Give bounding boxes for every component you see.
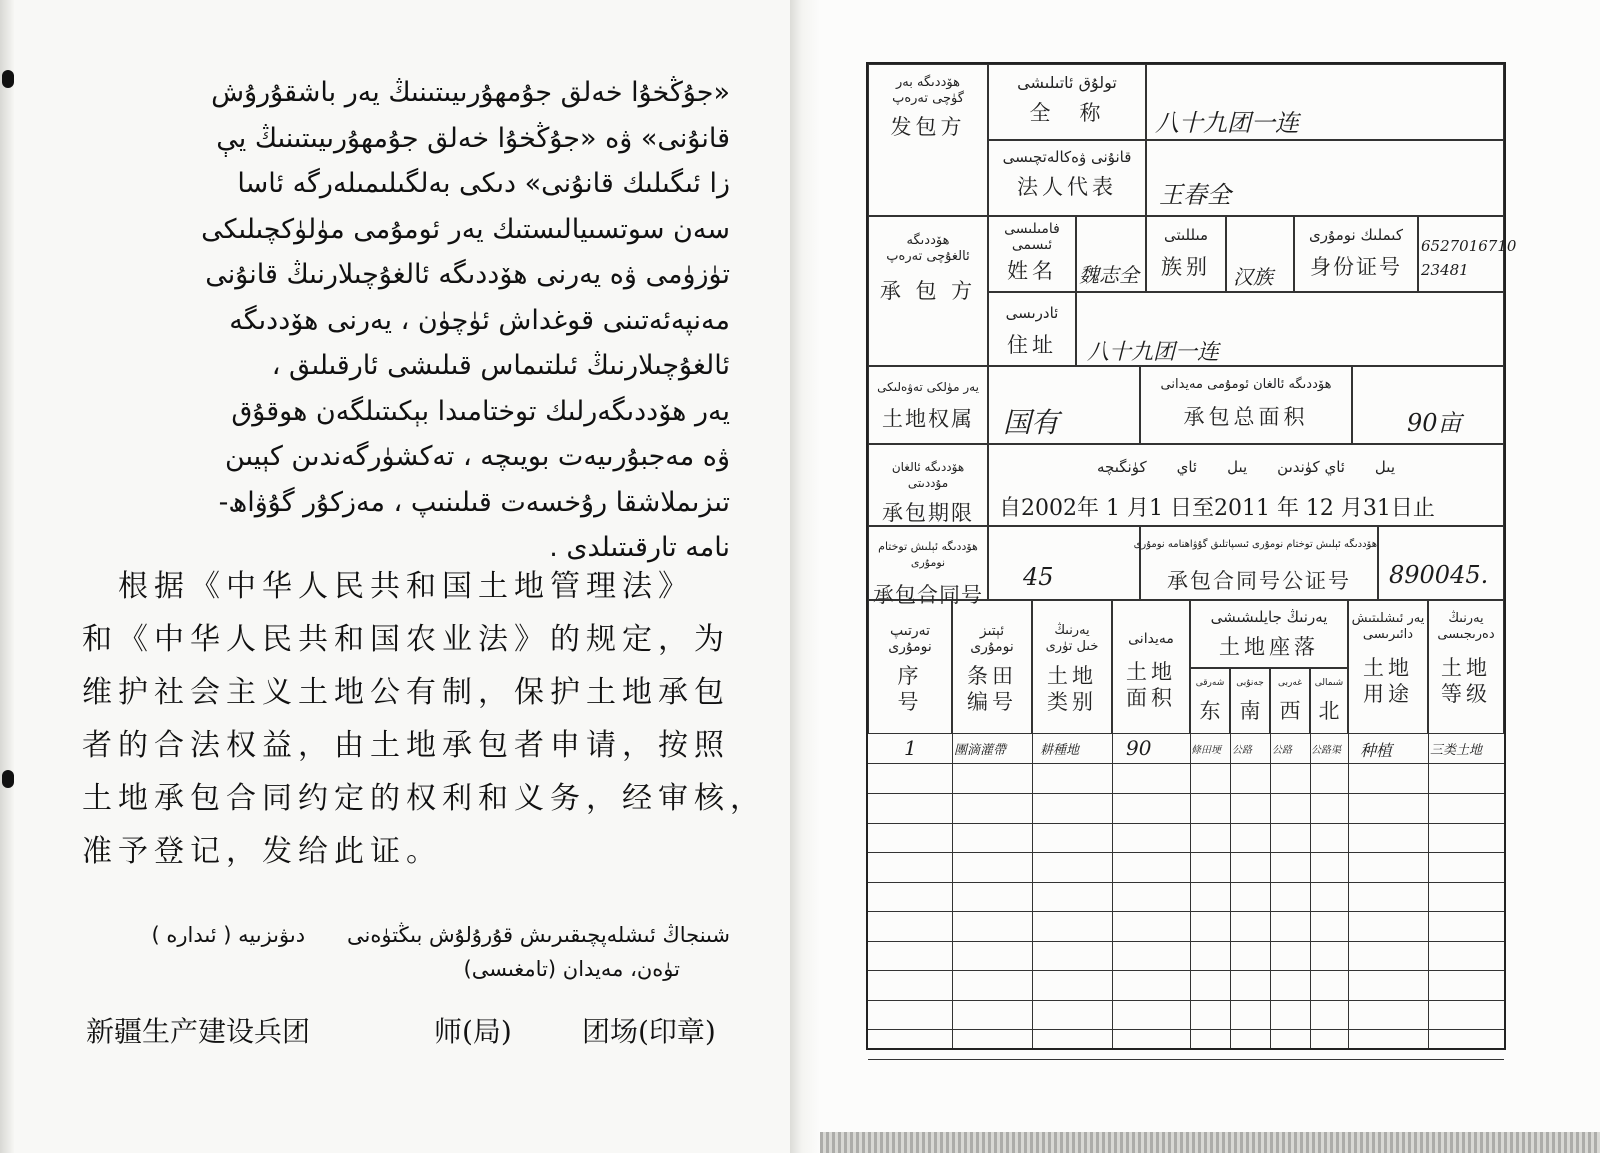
cell-north: 公路渠 — [1311, 745, 1341, 756]
table-col-line — [1112, 734, 1113, 1048]
text-line: 土地承包合同约定的权利和义务，经审核， — [82, 781, 766, 816]
contractor-label-uy: ھۆددىگە ئالغۇچى تەرەپ — [886, 233, 970, 264]
col-header-cn: 土地座落 — [1219, 635, 1319, 659]
col-header-cn: 条田 编号 — [967, 664, 1017, 714]
issuer-division: 师(局) — [434, 1015, 512, 1048]
direction-cn: 北 — [1318, 699, 1340, 723]
text-line: يەر ھۆددىگەرلىك توختامىدا بېكىتىلگەن ھوقۇق — [231, 395, 730, 427]
col-header-uy: يەرنىڭ جايلىشىشى — [1210, 608, 1328, 626]
table-col-line — [1428, 734, 1429, 1048]
notary-value: 890045. — [1389, 561, 1489, 589]
fullname-value-cell — [1146, 64, 1504, 140]
text-line: 和《中华人民共和国农业法》的规定，为 — [82, 622, 730, 657]
address-value-cell — [1076, 292, 1504, 366]
text-line: ۋە مەجبۇرىيەت بويىچە ، تەكشۈرگەندىن كېيىن — [224, 441, 730, 472]
col-header-grade — [1428, 600, 1504, 734]
book-gutter — [790, 0, 820, 1153]
fullname-label-uy: تولۇق ئاتىلىشى — [1017, 73, 1117, 92]
address-value: 八十九团一连 — [1087, 340, 1220, 365]
col-header-cn: 土地 类别 — [1047, 664, 1097, 714]
cell-land-type: 耕種地 — [1040, 743, 1080, 758]
ethnic-value-cell — [1226, 216, 1294, 292]
table-row-line — [868, 823, 1504, 824]
name-label-uy: فامىلىسى ئىسمى — [1004, 221, 1060, 253]
col-header-area — [1112, 600, 1190, 734]
left-binding-edge — [0, 0, 14, 1153]
table-col-line — [1190, 734, 1191, 1048]
direction-cn: 西 — [1279, 699, 1301, 723]
legal-rep-label-cn: 法人代表 — [1017, 175, 1117, 199]
col-header-south — [1230, 668, 1270, 734]
text-line: تىزىملاشقا رۇخسەت قىلىنىپ ، مەزكۇر گۇۋاھ- — [218, 486, 730, 518]
text-line: مەنپەئەتىنى قوغداش ئۈچۈن ، يەرنى ھۆددىگە — [229, 304, 730, 336]
col-header-cn: 土地 面积 — [1126, 660, 1176, 710]
table-col-line — [952, 734, 953, 1048]
issuer-org: 新疆生产建设兵团 — [86, 1015, 311, 1048]
ownership-label-cn: 土地权属 — [882, 407, 974, 431]
ethnic-label-uy: مىللىتى — [1163, 226, 1209, 244]
total-area-label-cell — [1140, 366, 1352, 444]
cell-east: 條田埂 — [1191, 745, 1221, 756]
text-line: شىنجاڭ ئىشلەپچىقىرىش قۇرۇلۇش بىڭتۈەنى دىۋىزىيە ( ئىدارە ) — [151, 923, 730, 947]
text-line: 根据《中华人民共和国土地管理法》 — [82, 569, 694, 604]
table-row-line — [868, 911, 1504, 912]
id-label-uy: كىملىك نومۇرى — [1309, 226, 1403, 244]
notary-label-uy: ھۆددىگە ئېلىش توختام نومۇرى ئىسپاتلىق گۇۋاھنامە نومۇرى — [1133, 539, 1377, 550]
total-area-label-uy: ھۆددىگە ئالغان ئومۇمى مەيدانى — [1160, 377, 1332, 392]
name-value: 魏志全 — [1079, 263, 1139, 287]
ethnic-label-cell — [1146, 216, 1226, 292]
table-row-line — [868, 1029, 1504, 1030]
text-line: سەن سوتسىيالىستىك يەر ئومۇمى مۈلۈكچىلىكى — [201, 213, 730, 245]
contractor-label-cell — [868, 216, 988, 366]
col-header-land-type — [1032, 600, 1112, 734]
table-row-line — [868, 852, 1504, 853]
table-col-line — [1032, 734, 1033, 1048]
ethnic-value: 汉族 — [1233, 265, 1273, 289]
legal-rep-value: 王春全 — [1159, 181, 1231, 209]
contract-number-value: 45 — [1023, 563, 1054, 591]
total-area-label-cn: 承包总面积 — [1183, 405, 1309, 429]
id-value-cell — [1418, 216, 1517, 292]
table-col-line — [1348, 734, 1349, 1048]
table-col-line — [1270, 734, 1271, 1048]
total-area-value-cell — [1352, 366, 1504, 444]
address-label-cn: 住址 — [1007, 333, 1057, 357]
punch-mark — [2, 770, 14, 788]
name-label-cn: 姓名 — [1007, 259, 1057, 283]
table-row-line — [868, 1059, 1504, 1060]
notary-label-cell — [1133, 526, 1378, 600]
period-header-uy: يىل ئاي كۈندىن يىل ئاي كۈنگىچە — [1097, 458, 1395, 476]
fullname-label-cn: 全 称 — [1029, 101, 1105, 125]
direction-cn: 东 — [1199, 699, 1221, 723]
cell-area: 90 — [1126, 736, 1152, 760]
col-header-north — [1310, 668, 1348, 734]
cell-grade: 三类土地 — [1430, 743, 1483, 758]
direction-uy: غەربى — [1278, 678, 1302, 688]
table-row-line — [868, 941, 1504, 942]
notary-value-cell — [1378, 526, 1504, 600]
contract-number-value-cell — [988, 526, 1140, 600]
fullname-value: 八十九团一连 — [1155, 109, 1299, 137]
col-header-cn: 序 号 — [897, 664, 923, 714]
contract-number-label-cell — [868, 526, 988, 607]
direction-uy: شىمالى — [1314, 678, 1344, 688]
text-line: زا ئىگىلىك قانۇنى» دىكى بەلگىلىمىلەرگە ئاسا — [237, 168, 730, 199]
ethnic-label-cn: 族别 — [1161, 255, 1211, 279]
address-label-uy: ئادرىسى — [1005, 304, 1059, 322]
table-body-grid — [868, 734, 1504, 1048]
contractor-label-cn: 承 包 方 — [879, 279, 977, 303]
uyghur-paragraph — [80, 70, 730, 571]
col-header-uy: يەر ئىشلىتىش دائىرىسى — [1351, 611, 1425, 642]
ownership-label-cell — [868, 366, 988, 444]
text-line: نامە تارقىتىلدى . — [549, 532, 730, 563]
ownership-value: 国有 — [1003, 406, 1060, 439]
table-row-line — [868, 763, 1504, 764]
text-line: ئالغۇچىلارنىڭ ئىلتىماس قىلىشى ئارقىلىق ، — [271, 350, 730, 381]
col-header-uy: مەيدانى — [1128, 631, 1174, 647]
name-value-cell — [1076, 216, 1146, 292]
col-header-cn: 土地 等级 — [1441, 656, 1491, 706]
name-label-cell — [988, 216, 1076, 292]
direction-uy: شەرقى — [1195, 678, 1225, 688]
issuer-label-cell — [868, 64, 988, 216]
table-col-line — [1230, 734, 1231, 1048]
col-header-east — [1190, 668, 1230, 734]
col-header-uy: يەرنىڭ خىل تۈرى — [1045, 623, 1099, 654]
period-label-cn: 承包期限 — [882, 501, 974, 525]
contract-number-label-cn: 承包合同号 — [873, 583, 983, 607]
table-row-line — [868, 1000, 1504, 1001]
col-header-west — [1270, 668, 1310, 734]
uyghur-issuer-footer — [80, 918, 730, 986]
id-value-part2: 23481 — [1421, 261, 1469, 279]
col-header-cn: 土地 用途 — [1363, 656, 1413, 706]
cell-west: 公路 — [1272, 745, 1292, 756]
table-row-line — [868, 793, 1504, 794]
table-row-line — [868, 970, 1504, 971]
period-label-uy: ھۆددىگە ئالغان مۇددىتى — [891, 460, 965, 490]
issuer-label-uy: ھۆددىگە بەر گۈچى تەرەپ — [892, 75, 964, 106]
cell-usage: 种植 — [1360, 741, 1393, 760]
id-value-part1: 6527016710 — [1421, 237, 1517, 255]
col-header-uy: يەرنىڭ دەرىجىسى — [1437, 611, 1495, 642]
cell-field-no: 團滴灌帶 — [954, 743, 1007, 758]
fullname-label-cell — [988, 64, 1146, 140]
total-area-value: 90亩 — [1407, 409, 1462, 437]
direction-uy: جەنۇبى — [1236, 678, 1264, 688]
col-header-uy: ئېتىز نومۇرى — [970, 623, 1014, 655]
table-row-line — [868, 882, 1504, 883]
text-line: قانۇنى» ۋە «جۇڭخۇا خەلق جۇمھۇرىيىتىنىڭ يې — [216, 122, 730, 154]
text-line: 者的合法权益，由土地承包者申请，按照 — [82, 728, 730, 763]
ownership-label-uy: يەر مۈلكى تەۋەلىكى — [877, 380, 979, 394]
table-col-line — [1310, 734, 1311, 1048]
issuer-label-cn: 发包方 — [890, 115, 966, 139]
cell-south: 公路 — [1232, 745, 1252, 756]
address-label-cell — [988, 292, 1076, 366]
text-line: تۈەن، مەيدان (تامغىسى) — [463, 957, 680, 981]
text-line: 维护社会主义土地公有制，保护土地承包 — [82, 675, 730, 710]
text-line: تۈزۈمى ۋە يەرنى ھۆددىگە ئالغۇچىلارنىڭ قانۇنى — [205, 259, 730, 290]
cell-seq: 1 — [904, 736, 917, 760]
notary-label-cn: 承包合同号公证号 — [1167, 569, 1351, 593]
punch-mark — [2, 70, 14, 88]
text-line: «جۇڭخۇا خەلق جۇمھۇرىيىتىنىڭ يەر باشقۇرۇش — [211, 77, 730, 108]
bottom-scan-edge — [820, 1132, 1600, 1153]
period-label-cell — [868, 444, 988, 526]
col-header-usage — [1348, 600, 1428, 734]
col-header-location — [1190, 600, 1348, 668]
legal-rep-label-cell — [988, 140, 1146, 216]
ownership-value-cell — [988, 366, 1140, 444]
issuer-regiment-seal: 团场(印章) — [582, 1015, 716, 1048]
col-header-seq — [868, 600, 952, 734]
direction-cn: 南 — [1239, 699, 1261, 723]
id-label-cell — [1294, 216, 1418, 292]
contract-number-label-uy: ھۆددىگە ئېلىش توختام نومۇرى — [878, 540, 978, 569]
land-contract-form — [866, 62, 1517, 1050]
text-line: 准予登记，发给此证。 — [82, 834, 442, 869]
col-header-uy: تەرتىپ نومۇرى — [888, 623, 932, 655]
legal-rep-value-cell — [1146, 140, 1504, 216]
period-value-cell — [988, 444, 1504, 526]
legal-rep-label-uy: قانۇنى ۋەكالەتچىسى — [1002, 148, 1132, 166]
id-label-cn: 身份证号 — [1310, 255, 1402, 279]
col-header-field-no — [952, 600, 1032, 734]
period-value: 自2002年 1 月1 日至2011 年 12 月31日止 — [999, 496, 1435, 521]
chinese-paragraph — [82, 560, 766, 878]
